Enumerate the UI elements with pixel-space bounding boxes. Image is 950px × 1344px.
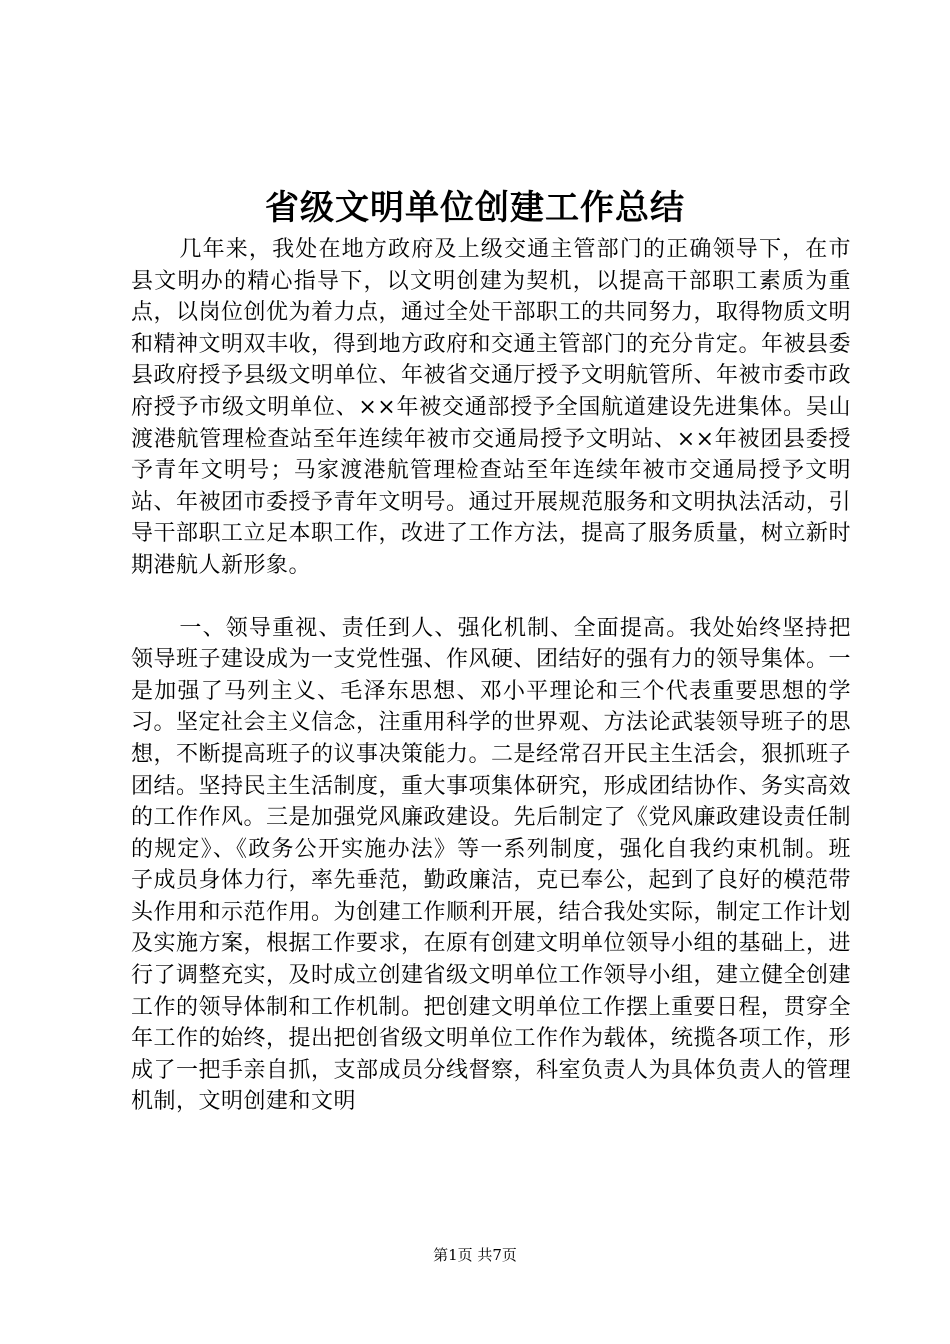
paragraph-intro: 几年来，我处在地方政府及上级交通主管部门的正确领导下，在市县文明办的精心指导下，以文明创建为契机，以提高干部职工素质为重点，以岗位创优为着力点，通过全处干部职工的共同努力，取得物质文明和精神文明双丰收，得到地方政府和交通主管部门的充分肯定。年被县委县政府授予县级文明单位、年被省交通厅授予文明航管所、年被市委市政府授予市级文明单位、××年被交通部授予全国航道建设先进集体。吴山渡港航管理检查站至年连续年被市交通局授予文明站、××年被团县委授予青年文明号；马家渡港航管理检查站至年连续年被市交通局授予文明站、年被团市委授予青年文明号。通过开展规范服务和文明执法活动，引导干部职工立足本职工作，改进了工作方法，提高了服务质量，树立新时期港航人新形象。 <box>131 237 852 578</box>
document-body <box>131 234 851 1118</box>
paragraph-section-1: 一、领导重视、责任到人、强化机制、全面提高。我处始终坚持把领导班子建设成为一支党性强、作风硬、团结好的强有力的领导集体。一是加强了马列主义、毛泽东思想、邓小平理论和三个代表重要思想的学习。坚定社会主义信念，注重用科学的世界观、方法论武装领导班子的思想，不断提高班子的议事决策能力。二是经常召开民主生活会，狠抓班子团结。坚持民主生活制度，重大事项集体研究，形成团结协作、务实高效的工作作风。三是加强党风廉政建设。先后制定了《党风廉政建设责任制的规定》、《政务公开实施办法》等一系列制度，强化自我约束机制。班子成员身体力行，率先垂范，勤政廉洁，克已奉公，起到了良好的模范带头作用和示范作用。为创建工作顺利开展，结合我处实际，制定工作计划及实施方案，根据工作要求，在原有创建文明单位领导小组的基础上，进行了调整充实，及时成立创建省级文明单位工作领导小组，建立健全创建工作的领导体制和工作机制。把创建文明单位工作摆上重要日程，贯穿全年工作的始终，提出把创省级文明单位工作作为载体，统揽各项工作，形成了一把手亲自抓，支部成员分线督察，科室负责人为具体负责人的管理机制，文明创建和文明 <box>131 615 852 1115</box>
page-footer: 第1页 共7页 <box>433 1246 517 1264</box>
document-title: 省级文明单位创建工作总结 <box>265 188 685 228</box>
